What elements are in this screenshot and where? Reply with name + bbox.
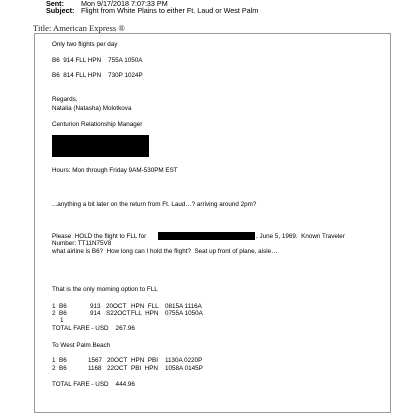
row-times: 1058A 0145P <box>165 365 203 372</box>
document-title: Title: American Express ® <box>33 23 125 33</box>
row-flight: 1567 <box>88 357 103 364</box>
row-num: 2 <box>52 365 56 372</box>
row-num: 1 <box>52 357 56 364</box>
row-route: FLL HPN <box>131 310 159 317</box>
row-airline: B6 <box>59 303 67 310</box>
sender-role: Centurion Relationship Manager <box>52 121 143 128</box>
row-date: S22OCT <box>106 310 131 317</box>
row-route: HPN PBI <box>131 357 158 364</box>
hold-line-start: Please HOLD the flight to FLL for <box>52 233 147 240</box>
sent-label: Sent: <box>46 0 64 8</box>
row-flight: 913 <box>90 303 101 310</box>
fare-total-2: TOTAL FARE - USD 444.96 <box>52 381 135 388</box>
row-date: 20OCT <box>106 303 127 310</box>
traveler-number: Number: TT11N75V8 <box>52 240 112 247</box>
row-route: PBI HPN <box>131 365 158 372</box>
redaction-block <box>52 135 149 157</box>
intro-line: Only two flights per day <box>52 41 118 48</box>
row-num: 1 <box>52 303 56 310</box>
redaction-bar <box>158 232 255 240</box>
regards-line: Regards, <box>52 96 78 103</box>
hold-line-end: , June 5, 1969. Known Traveler <box>256 233 345 240</box>
wpb-heading: To West Palm Beach <box>52 342 111 349</box>
question-line: what airline is B6? How long can I hold the flight? Seat up front of plane, aisle… <box>52 248 278 255</box>
row-airline: B6 <box>59 310 67 317</box>
subject-label: Subject: <box>46 6 75 15</box>
row-flight: 914 <box>90 310 101 317</box>
reply-line: ...anything a bit later on the return from Ft. Laud…? arriving around 2pm? <box>52 201 257 208</box>
row-num: 2 <box>52 310 56 317</box>
flight-line-1: B6 914 FLL HPN 755A 1050A <box>52 57 143 64</box>
row-date: 22OCT <box>107 365 128 372</box>
subject-value: Flight from White Plains to either Ft. Laud or West Palm <box>81 6 259 15</box>
row-times: 0815A 1116A <box>165 303 202 310</box>
fll-extra: 1 <box>60 317 64 324</box>
only-option-line: That is the only morning option to FLL <box>52 286 158 293</box>
row-route: HPN FLL <box>131 303 159 310</box>
flight-line-2: B6 814 FLL HPN 730P 1024P <box>52 72 143 79</box>
hours-line: Hours: Mon through Friday 9AM-530PM EST <box>52 167 178 174</box>
row-flight: 1168 <box>88 365 102 372</box>
row-airline: B6 <box>59 357 67 364</box>
document-frame <box>34 33 391 413</box>
fare-total-1: TOTAL FARE - USD 267.96 <box>52 325 135 332</box>
row-times: 1130A 0220P <box>165 357 203 364</box>
row-date: 20OCT <box>107 357 128 364</box>
row-airline: B6 <box>59 365 67 372</box>
sender-name: Natalia (Natasha) Molotkova <box>52 105 132 112</box>
sent-value: Mon 9/17/2018 7:07:33 PM <box>81 0 168 8</box>
row-times: 0755A 1050A <box>165 310 203 317</box>
